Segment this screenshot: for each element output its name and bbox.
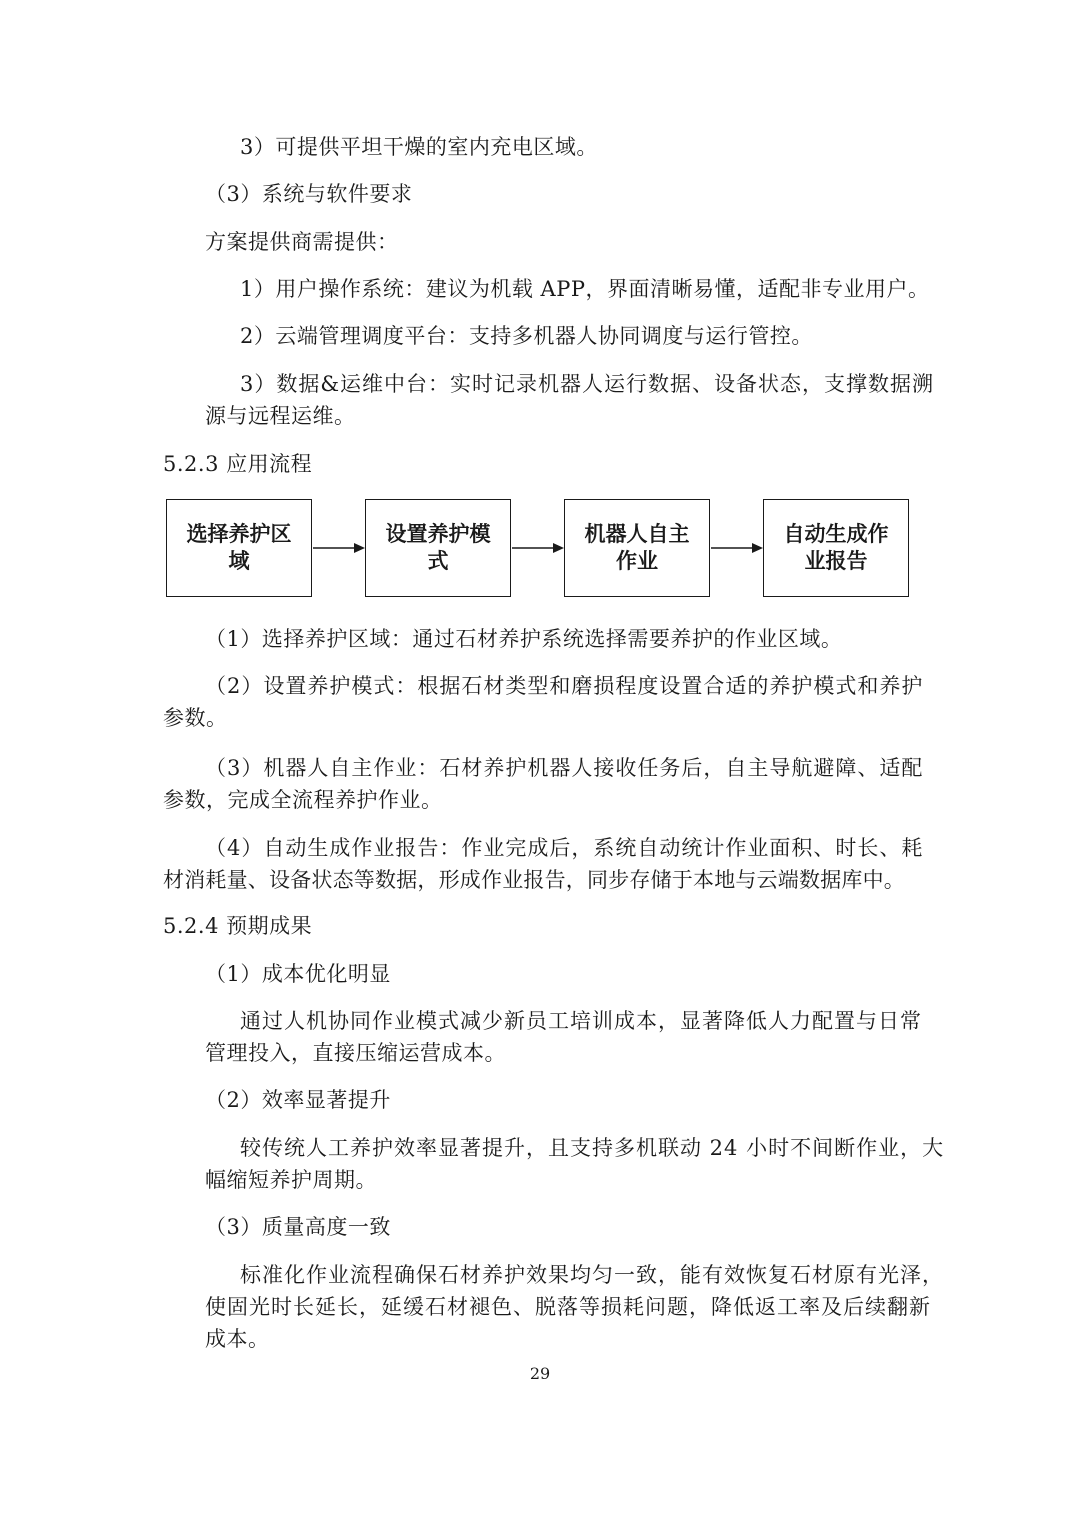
- paragraph-step4-line2: 材消耗量、设备状态等数据，形成作业报告，同步存储于本地与云端数据库中。: [163, 868, 905, 892]
- flow-step-label: 选择养护区域: [186, 522, 292, 573]
- paragraph-step4-line1: （4）自动生成作业报告：作业完成后，系统自动统计作业面积、时长、耗: [205, 836, 924, 860]
- section-heading-5-2-3: 5.2.3 应用流程: [163, 452, 313, 476]
- section-heading-5-2-4: 5.2.4 预期成果: [163, 914, 313, 938]
- result2-title: （2）效率显著提升: [205, 1088, 391, 1112]
- paragraph-charging-area: 3）可提供平坦干燥的室内充电区域。: [240, 135, 598, 159]
- paragraph-step2-line2: 参数。: [163, 706, 228, 730]
- flow-step-robot-operation: [564, 499, 710, 597]
- paragraph-data-ops-line1: 3）数据&运维中台：实时记录机器人运行数据、设备状态，支撑数据溯: [240, 372, 935, 396]
- flow-step-label: 自动生成作业报告: [783, 522, 889, 573]
- arrow-right-icon: [711, 538, 763, 558]
- arrow-right-icon: [512, 538, 564, 558]
- paragraph-cloud-platform: 2）云端管理调度平台：支持多机器人协同调度与运行管控。: [240, 324, 813, 348]
- paragraph-step3-line1: （3）机器人自主作业：石材养护机器人接收任务后，自主导航避障、适配: [205, 756, 924, 780]
- result3-line1: 标准化作业流程确保石材养护效果均匀一致，能有效恢复石材原有光泽，: [240, 1263, 944, 1287]
- flow-step-label: 设置养护模式: [385, 522, 491, 573]
- flow-step-select-area: [166, 499, 312, 597]
- paragraph-provider-intro: 方案提供商需提供：: [205, 230, 399, 254]
- paragraph-user-os: 1）用户操作系统：建议为机载 APP，界面清晰易懂，适配非专业用户。: [240, 277, 930, 301]
- page-number: 29: [529, 1364, 551, 1383]
- paragraph-step1: （1）选择养护区域：通过石材养护系统选择需要养护的作业区域。: [205, 627, 843, 651]
- flow-step-set-mode: [365, 499, 511, 597]
- flow-step-label: 机器人自主作业: [584, 522, 690, 573]
- paragraph-data-ops-line2: 源与远程运维。: [205, 404, 356, 428]
- result1-line1: 通过人机协同作业模式减少新员工培训成本，显著降低人力配置与日常: [240, 1009, 922, 1033]
- result3-line3: 成本。: [205, 1327, 270, 1351]
- paragraph-step2-line1: （2）设置养护模式：根据石材类型和磨损程度设置合适的养护模式和养护: [205, 674, 924, 698]
- result2-line2: 幅缩短养护周期。: [205, 1168, 377, 1192]
- subheading-system-software: （3）系统与软件要求: [205, 182, 413, 206]
- result2-line1: 较传统人工养护效率显著提升，且支持多机联动 24 小时不间断作业，大: [240, 1136, 945, 1160]
- flow-step-generate-report: [763, 499, 909, 597]
- result1-line2: 管理投入，直接压缩运营成本。: [205, 1041, 506, 1065]
- result1-title: （1）成本优化明显: [205, 962, 391, 986]
- result3-title: （3）质量高度一致: [205, 1215, 391, 1239]
- paragraph-step3-line2: 参数，完成全流程养护作业。: [163, 788, 443, 812]
- arrow-right-icon: [313, 538, 365, 558]
- result3-line2: 使固光时长延长，延缓石材褪色、脱落等损耗问题，降低返工率及后续翻新: [205, 1295, 931, 1319]
